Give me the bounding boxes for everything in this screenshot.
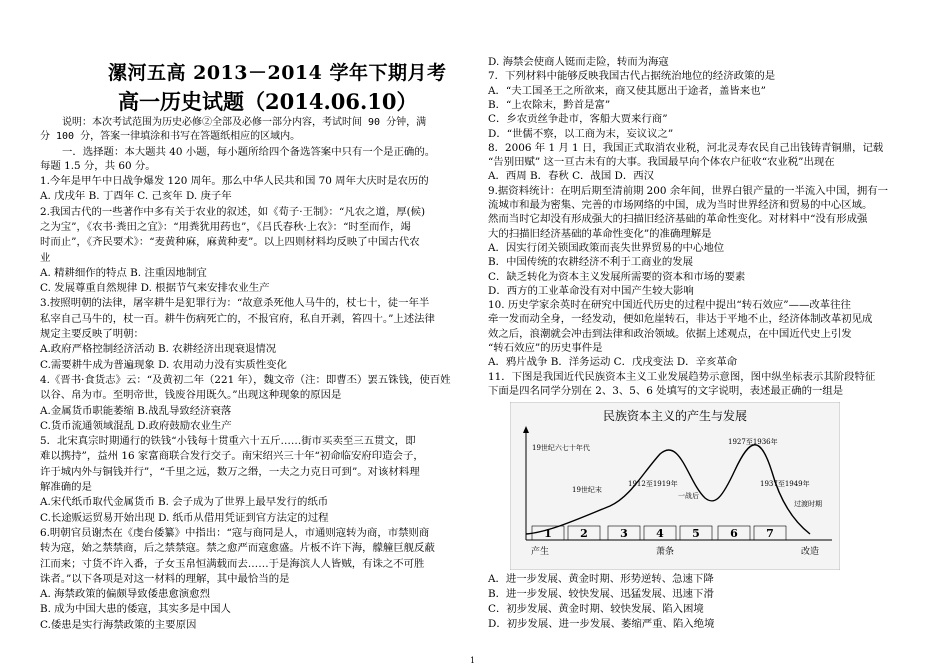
chart-annotation: 19世纪末 — [572, 486, 602, 494]
chart-stage-label: 3 — [620, 527, 628, 540]
question-line: 11．下图是我国近代民族资本主义工业发展趋势示意图，图中纵坐标表示其阶段特征 — [488, 370, 876, 383]
chart-annotation: 1937至1949年 — [760, 480, 810, 488]
question-line: A. 海禁政策的偏颇导致倭患愈演愈烈 — [40, 588, 210, 601]
question-line: 流城市和最为密集、完善的市场网络的中国，成为当时世界经济和贸易的中心区域。 — [488, 199, 873, 211]
question-line: 转为寇，始之禁禁商，后之禁禁寇。禁之愈严而寇愈盛。片板不许下海，艨艟巨舰反蔽 — [40, 542, 435, 555]
question-line: 江而来；寸货不许入番，子女玉帛恒满载而去……于是海滨人人皆贼，有诛之不可胜 — [40, 557, 425, 570]
chart-stage-label: 6 — [730, 527, 738, 540]
question-line: 3.按照明朝的法律，屠宰耕牛是犯罪行为：“故意杀死他人马牛的，杖七十，徒一年半 — [40, 297, 430, 310]
chart-x-label: 产生 — [530, 547, 550, 557]
chart-annotation: 一战后 — [678, 492, 699, 500]
question-line: B．中国传统的农耕经济不利于工商业的发展 — [488, 256, 694, 269]
question-line: 难以携持”，益州 16 家富商联合发行交子。南宋绍兴三十年“初命临安府印造会子， — [40, 450, 424, 463]
question-line: 8．2006 年 1 月 1 日，我国正式取消农业税，河北灵寿农民自己出钱铸青铜鼎，记载 — [488, 141, 884, 154]
question-line: D．西方的工业革命没有对中国产生较大影响 — [488, 284, 694, 297]
chart-annotation: 19世纪六七十年代 — [532, 444, 590, 452]
exam-title: 漯河五高 2013－2014 学年下期月考 — [108, 62, 447, 84]
chart-stage-label: 1 — [544, 527, 552, 540]
chart-stage-label: 5 — [692, 527, 700, 540]
question-line: C．缺乏转化为资本主义发展所需要的资本和市场的要素 — [488, 270, 746, 283]
question-line: C.货币流通领域混乱 D.政府鼓励农业生产 — [40, 419, 232, 432]
question-line: C.需要耕牛成为普遍现象 D. 农用动力没有实质性变化 — [40, 358, 287, 371]
question-line: 业 — [40, 251, 51, 264]
question-line: 5．北宋真宗时期通行的铁钱“小钱每十贯重六十五斤……街市买卖至三五贯文，即 — [40, 435, 416, 448]
question-line: A．“夫工国圣王之所欲来，商又使其愿出于途者，盖皆来也” — [488, 84, 766, 97]
question-line: C.长途贩运贸易开始出现 D. 纸币从借用凭证到官方法定的过程 — [40, 511, 329, 524]
question-line: 牵一发而动全身，一经发动，便如危崖转石，非达于平地不止，经济体制改革初见成 — [488, 313, 873, 326]
question-line: A.金属货币职能萎缩 B.战乱导致经济衰落 — [40, 404, 232, 417]
question-line: A．因实行闭关锁国政策而丧失世界贸易的中心地位 — [488, 241, 725, 254]
question-line: B．进一步发展、较快发展、迅猛发展、迅速下滑 — [488, 588, 714, 600]
question-line: D．“世儒不察，以工商为末，妄议议之” — [488, 127, 674, 140]
question-line: C. 发展尊重自然规律 D. 根据节气来安排农业生产 — [40, 282, 270, 295]
question-line: A．西周 B．春秋 C．战国 D．西汉 — [488, 170, 655, 183]
exam-note-line1: 说明：本次考试范围为历史必修②全部及必修一部分内容，考试时间 90 分钟，满 — [62, 117, 427, 128]
chart-annotation: 1912至1919年 — [628, 480, 678, 488]
question-line: 效之后，浪潮就会冲击到法律和政治领域。依据上述观点，在中国近代史上引发 — [488, 327, 852, 340]
question-line: 规定主要反映了明朝： — [40, 328, 144, 340]
question-line: A. 戊戌年 B. 丁酉年 C. 己亥年 D. 庚子年 — [40, 190, 232, 203]
question-line: B．“上农除末，黔首是富” — [488, 98, 611, 111]
question-line: A．鸦片战争 B．洋务运动 C．戊戌变法 D．辛亥革命 — [488, 356, 738, 369]
question-line: D. 海禁会使商人铤而走险，转而为海寇 — [488, 56, 669, 68]
page-number: 1 — [470, 656, 476, 665]
question-line: A.宋代纸币取代金属货币 B. 会子成为了世界上最早发行的纸币 — [40, 496, 329, 509]
chart-annotation: 1927至1936年 — [728, 438, 778, 446]
chart-stage-label: 7 — [766, 527, 774, 540]
chart-x-label: 萧条 — [655, 547, 675, 557]
question-line: 然而当时它却没有形成强大的扫描旧经济基础的革命性变化。对材料中“没有形成强 — [488, 213, 868, 226]
capitalism-development-chart — [510, 402, 840, 570]
exam-subtitle: 高一历史试题（2014.06.10） — [118, 89, 418, 114]
question-line: C.倭患是实行海禁政策的主要原因 — [40, 618, 197, 631]
question-line: A．进一步发展、黄金时期、形势逆转、急速下降 — [488, 573, 714, 585]
question-line: C．初步发展、黄金时期、较快发展、陷入困境 — [488, 603, 704, 615]
question-line: 6.明朝官员谢杰在《虔台倭纂》中指出：“寇与商同是人，市通则寇转为商，市禁则商 — [40, 526, 430, 539]
question-line: 时而止”，《齐民要术》：“麦黄种麻，麻黄种麦”。以上四则材料均反映了中国古代农 — [40, 236, 420, 249]
chart-annotation: 过渡时期 — [794, 500, 822, 508]
question-line: 10. 历史学家余英时在研究中国近代历史的过程中提出“转石效应”——改革往往 — [488, 299, 851, 312]
question-line: 下面是四名同学分别在 2、3、5、6 处填写的文字说明，表述最正确的一组是 — [488, 384, 844, 397]
question-line: 4.《晋书·食货志》云：“及黄初二年（221 年），魏文帝（注：即曹丕）罢五铢钱，使百姓 — [40, 373, 451, 386]
question-line: 1.今年是甲午中日战争爆发 120 周年。那么中华人民共和国 70 周年大庆时是农历的 — [40, 175, 429, 187]
chart-stage-label: 2 — [580, 527, 588, 540]
question-line: 诛者。”以下各项是对这一材料的理解，其中最恰当的是 — [40, 572, 290, 585]
chart-stage-label: 4 — [656, 527, 664, 540]
question-line: 大的扫描旧经济基础的革命性变化”的准确理解是 — [488, 227, 712, 240]
question-line: 解准确的是 — [40, 481, 92, 493]
question-line: 之为宝”，《农书·粪田之宜》：“用粪犹用药也”，《吕氏春秋·上农》：“时至而作，竭 — [40, 220, 411, 233]
chart-x-label: 改造 — [800, 547, 820, 557]
question-line: 2.我国古代的一些著作中多有关于农业的叙述，如《荀子·王制》：“凡农之道，厚(候) — [40, 205, 426, 218]
section-header-line2: 每题 1.5 分，共 60 分。 — [40, 160, 156, 172]
exam-note-line2: 分 100 分，答案一律填涂和书写在答题纸相应的区域内。 — [40, 131, 301, 142]
question-line: 许于城内外与铜钱并行”，“千里之远，数万之缗，一夫之力克日可到”。对该材料理 — [40, 465, 420, 478]
question-line: B. 成为中国大患的倭寇，其实多是中国人 — [40, 603, 231, 616]
question-line: A.政府严格控制经济活动 B. 农耕经济出现衰退情况 — [40, 343, 277, 356]
question-line: 9.据资料统计：在明后期至清前期 200 余年间，世界白银产量的一半流入中国，拥有一 — [488, 184, 889, 197]
question-line: D．初步发展、进一步发展、萎缩严重、陷入绝境 — [488, 618, 715, 630]
question-line: 7．下列材料中能够反映我国古代占据统治地位的经济政策的是 — [488, 70, 776, 83]
question-line: “转石效应”的历史事件是 — [488, 342, 603, 354]
question-line: “告别田赋” 这一亘古未有的大事。我国最早向个体农户征收“农业税”出现在 — [488, 156, 835, 169]
chart-title: 民族资本主义的产生与发展 — [602, 409, 748, 423]
question-line: 以谷、帛为市。至明帝世，钱废谷用既久。”出现这种现象的原因是 — [40, 389, 342, 402]
question-line: A. 精耕细作的特点 B. 注重因地制宜 — [40, 266, 207, 279]
question-line: C．乡农贡丝争赴市，客船大贾来行商” — [488, 113, 668, 126]
section-header-line1: 一．选择题：本大题共 40 小题，每小题所给四个备选答案中只有一个是正确的。 — [62, 146, 436, 158]
question-line: 私宰自己马牛的，杖一百。耕牛伤病死亡的，不报官府，私自开剥，笞四十。”上述法律 — [40, 312, 435, 325]
